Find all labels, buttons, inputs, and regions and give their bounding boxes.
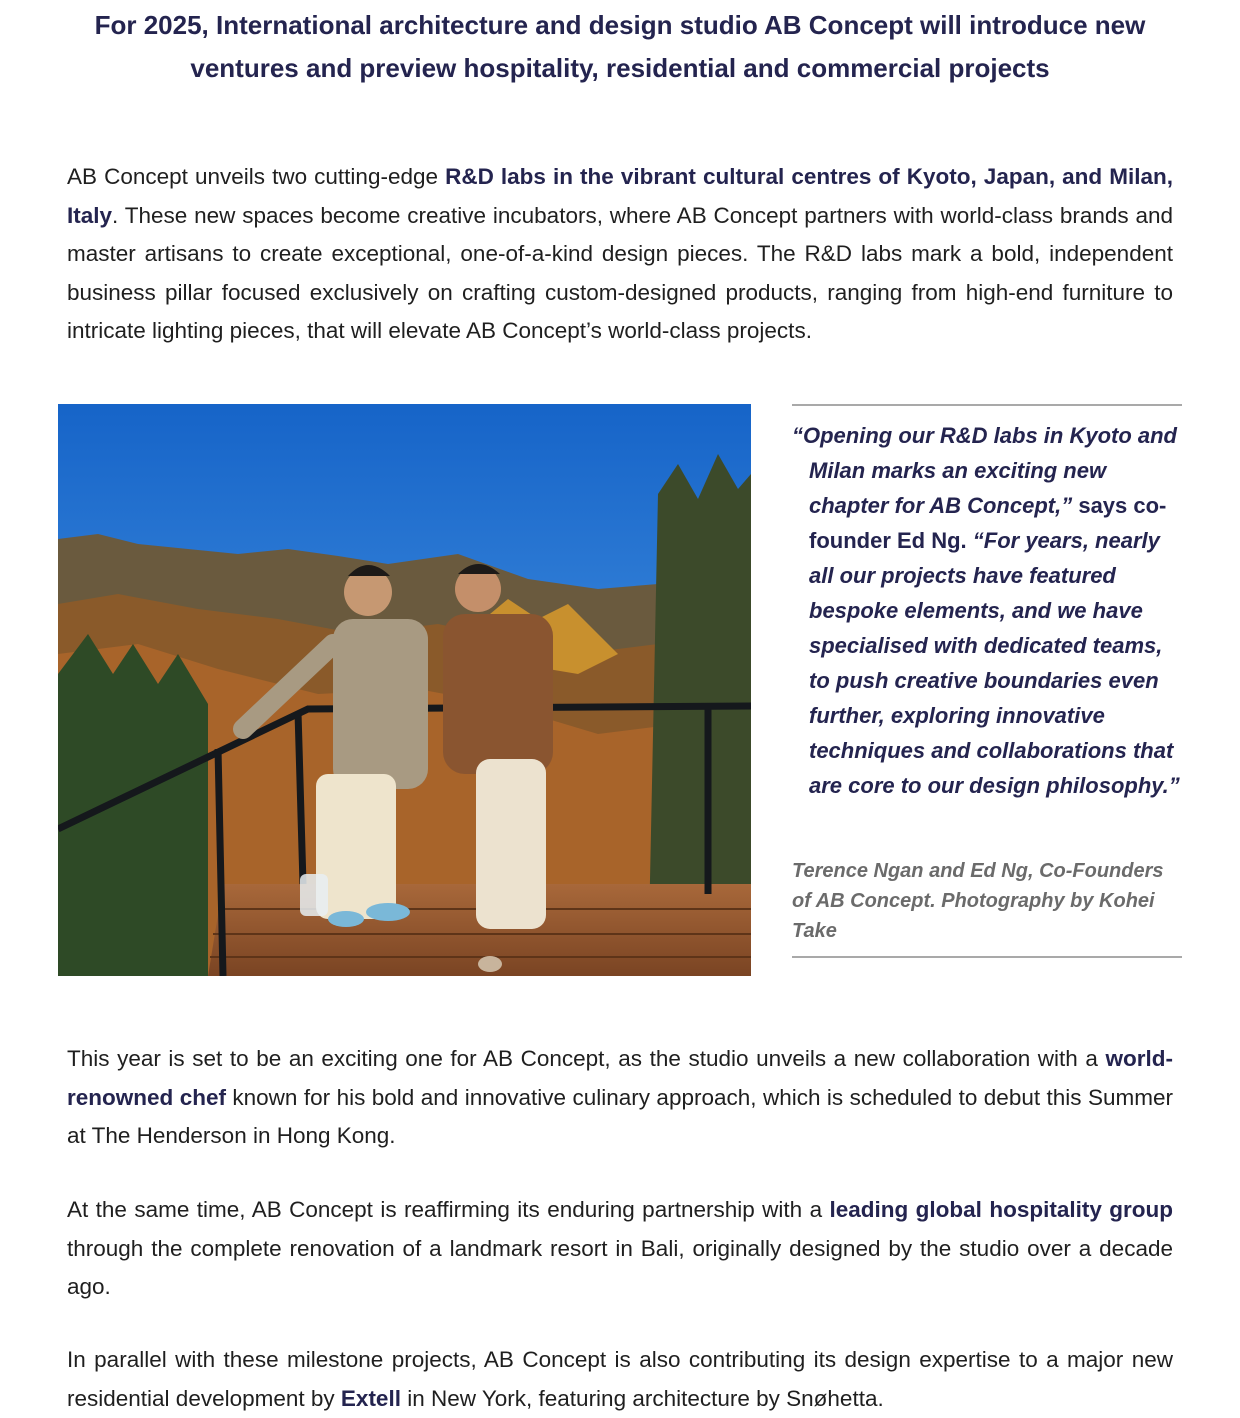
highlight-extell: Extell (340, 1385, 401, 1411)
quote-attribution: says co-founder Ed Ng. (809, 493, 1167, 553)
headline: For 2025, International architecture and design studio AB Concept will introduce new ventures and preview hospitality, residential and commercial projects (94, 10, 1146, 83)
para-text: . These new spaces become creative incubators, where AB Concept partners with world-class brands and master artisans to create exceptional, one-of-a-kind design pieces. The R&D labs mark a bold, independent business pillar focused exclusively on crafting custom-designed products, ranging from high-end furniture to intricate lighting pieces, that will elevate AB Concept’s world-class projects. (67, 202, 1173, 343)
para-text: At the same time, AB Concept is reaffirming its enduring partnership with a (67, 1197, 830, 1222)
para-text: through the complete renovation of a landmark resort in Bali, originally designed by the studio over a decade ago. (67, 1235, 1173, 1299)
photo-caption: Terence Ngan and Ed Ng, Co-Founders of AB Concept. Photography by Kohei Take (792, 860, 1164, 942)
para-text: AB Concept unveils two cutting-edge (67, 164, 446, 189)
pull-quote (792, 418, 1182, 803)
para-text: known for his bold and innovative culinary approach, which is scheduled to debut this Summer at The Henderson in Hong Kong. (67, 1084, 1173, 1148)
highlight-chef: world-renowned chef (67, 1046, 1173, 1110)
para-text: In parallel with these milestone projects, AB Concept is also contributing its design expertise to a major new residential development by (67, 1347, 1173, 1411)
highlight-hospitality-group: leading global hospitality group (829, 1197, 1173, 1222)
evergreen-trees (58, 634, 208, 976)
para-text: This year is set to be an exciting one for AB Concept, as the studio unveils a new collaboration with a (67, 1046, 1106, 1071)
quote-part-1: “Opening our R&D labs in Kyoto and Milan marks an exciting new chapter for AB Concept,” (792, 423, 1177, 518)
hospitality-paragraph (67, 1191, 1173, 1307)
quote-part-2: “For years, nearly all our projects have featured bespoke elements, and we have specialised with dedicated teams, to push creative boundaries even further, exploring innovative techniques and collaborations that are core to our design philosophy.” (809, 528, 1180, 798)
founders-photo (58, 404, 751, 976)
intro-paragraph (67, 158, 1173, 351)
quote-box (792, 404, 1182, 958)
para-text: in New York, featuring architecture by Snøhetta. (400, 1385, 884, 1411)
highlight-rd-labs: R&D labs in the vibrant cultural centres of Kyoto, Japan, and Milan, Italy (67, 164, 1173, 228)
residential-paragraph (67, 1341, 1173, 1418)
chef-paragraph (67, 1040, 1173, 1156)
lantern (300, 874, 328, 916)
